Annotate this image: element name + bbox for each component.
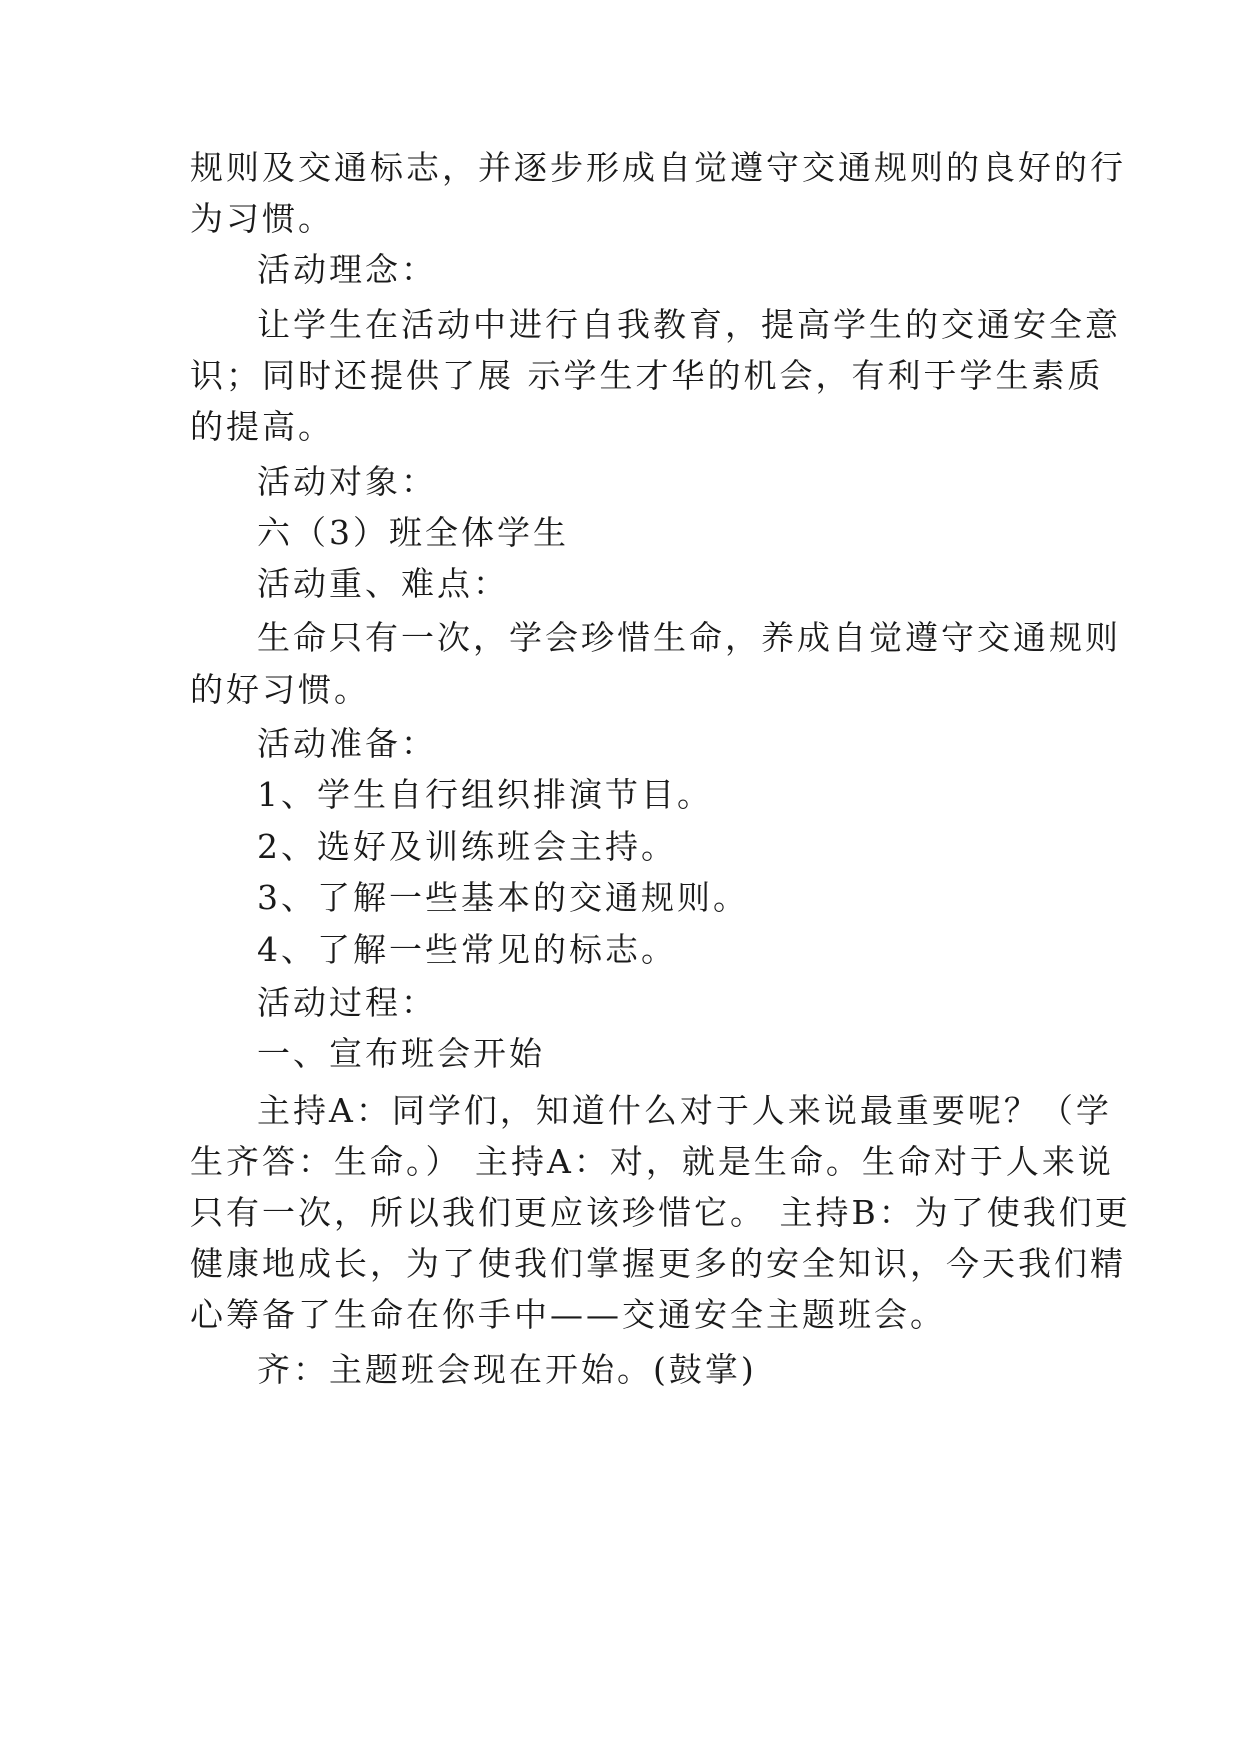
section-heading: 活动过程： bbox=[257, 983, 437, 1022]
section-heading: 活动对象： bbox=[257, 462, 437, 501]
section-heading: 活动准备： bbox=[257, 724, 437, 763]
text-line: 只有一次，所以我们更应该珍惜它。 主持B：为了使我们更 bbox=[190, 1193, 1131, 1232]
text-line: 识；同时还提供了展 示学生才华的机会，有利于学生素质 bbox=[190, 356, 1104, 395]
text-line: 健康地成长，为了使我们掌握更多的安全知识，今天我们精 bbox=[190, 1244, 1126, 1283]
section-heading: 活动理念： bbox=[257, 250, 437, 289]
list-item: 3、了解一些基本的交通规则。 bbox=[257, 878, 749, 917]
text-line: 一、宣布班会开始 bbox=[257, 1034, 545, 1073]
text-line: 生齐答：生命。） 主持A：对，就是生命。生命对于人来说 bbox=[190, 1142, 1114, 1181]
text-line: 心筹备了生命在你手中——交通安全主题班会。 bbox=[190, 1295, 946, 1334]
text-line: 为习惯。 bbox=[190, 199, 334, 238]
text-line: 让学生在活动中进行自我教育，提高学生的交通安全意 bbox=[257, 305, 1121, 344]
text-line: 的好习惯。 bbox=[190, 670, 370, 709]
text-line: 规则及交通标志，并逐步形成自觉遵守交通规则的良好的行 bbox=[190, 148, 1126, 187]
list-item: 1、学生自行组织排演节目。 bbox=[257, 775, 713, 814]
list-item: 4、了解一些常见的标志。 bbox=[257, 930, 677, 969]
text-line: 六（3）班全体学生 bbox=[257, 513, 569, 552]
list-item: 2、选好及训练班会主持。 bbox=[257, 827, 677, 866]
text-line: 主持A：同学们，知道什么对于人来说最重要呢？（学 bbox=[257, 1091, 1112, 1130]
section-heading: 活动重、难点： bbox=[257, 564, 509, 603]
text-line: 生命只有一次，学会珍惜生命，养成自觉遵守交通规则 bbox=[257, 618, 1121, 657]
text-line: 齐：主题班会现在开始。(鼓掌) bbox=[257, 1350, 757, 1389]
text-line: 的提高。 bbox=[190, 407, 334, 446]
